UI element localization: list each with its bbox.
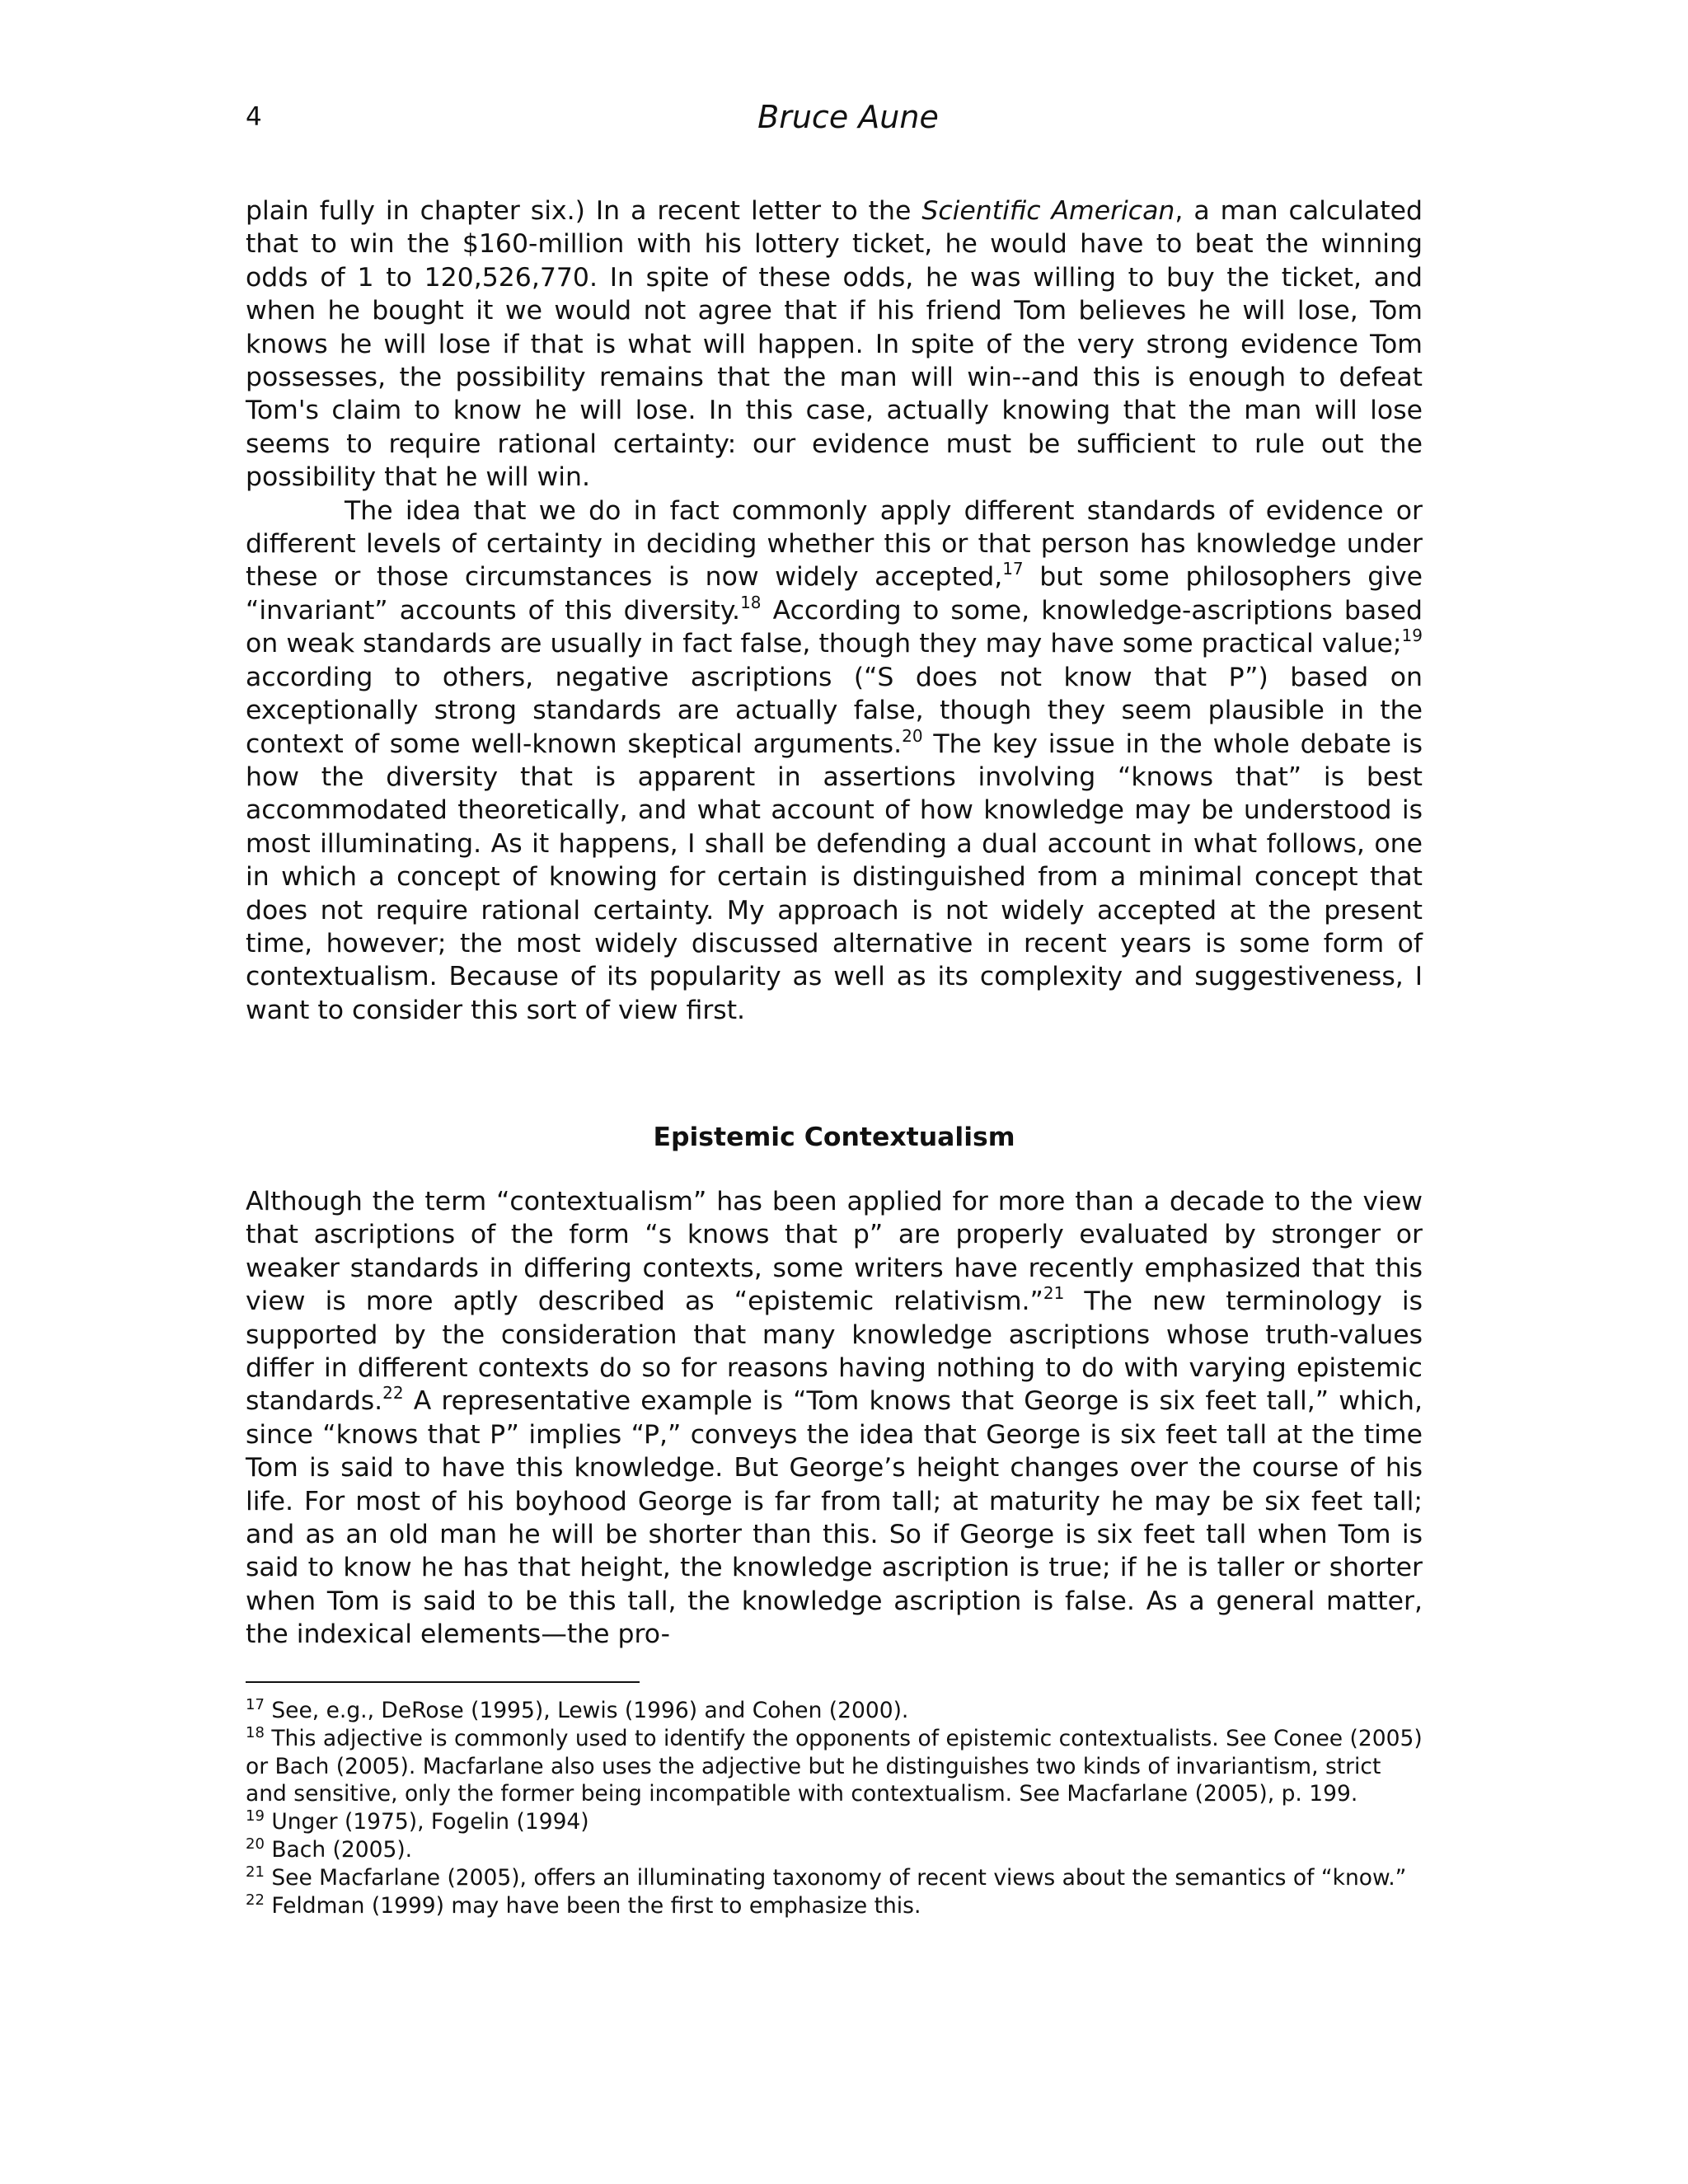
footnote-ref-17: 17 [1002, 559, 1024, 579]
paragraph-text: The key issue in the whole debate is how the diversity that is apparent in assertions involving “knows that” is best accommodated theoretically, and what account of how knowledge may be understood is most illuminating. As it happens, I shall be defending a dual account in what follows, one in which a concept of knowing for certain is distinguished from a minimal concept that does not require rational certainty. My approach is not widely accepted at the present time, however; the most widely discussed alternative in recent years is some form of contextualism. Because of its popularity as well as its complexity and suggestiveness, I want to consider this sort of view first. [246, 729, 1423, 1025]
footnotes [246, 1697, 1423, 1919]
section-heading: Epistemic Contextualism [653, 1122, 1015, 1152]
footnote-text: This adjective is commonly used to identify the opponents of epistemic contextualists. See Conee (2005) or Bach (2005). Macfarlane also uses the adjective but he distinguishes two kinds of invariantism, strict and sensitive, only the former being incompatible with contextualism. See Macfarlane (2005), p. 199. [246, 1725, 1423, 1807]
running-head-author: Bruce Aune [757, 99, 939, 135]
footnote-ref-18: 18 [740, 592, 762, 612]
paragraph-text: The new terminology is supported by the consideration that many knowledge ascriptions whose truth-values differ in different contexts do so for reasons having nothing to do with varying epistemic standards. [246, 1286, 1423, 1417]
footnote-ref-22: 22 [382, 1383, 404, 1404]
footnote-text: Bach (2005). [264, 1836, 413, 1863]
paragraph-text: According to some, knowledge-ascriptions based on weak standards are usually in fact false, though they may have some practical value; [246, 595, 1423, 659]
paragraph-text: but some philosophers give “invariant” accounts of this diversity. [246, 562, 1423, 626]
body-paragraph-1 [246, 194, 1423, 1027]
footnote-ref-21: 21 [1043, 1283, 1065, 1304]
footnote-17 [246, 1697, 1423, 1725]
footnote-ref-20: 20 [902, 725, 923, 746]
body-paragraph-3 [246, 1185, 1423, 1652]
footnote-text: See Macfarlane (2005), offers an illuminating taxonomy of recent views about the semantics of “know.” [264, 1864, 1407, 1891]
page-number: 4 [246, 102, 262, 132]
paragraph-text: The idea that we do in fact commonly apply different standards of evidence or different levels of certainty in deciding whether this or that person has knowledge under these or those circumstances is now widely accepted, [246, 495, 1423, 593]
footnote-number: 18 [246, 1723, 265, 1741]
footnote-number: 19 [246, 1807, 265, 1825]
footnote-18 [246, 1725, 1423, 1808]
footnote-19 [246, 1808, 1423, 1836]
footnote-number: 20 [246, 1835, 265, 1853]
footnote-20 [246, 1836, 1423, 1864]
footnote-22 [246, 1892, 1423, 1920]
paragraph-text: plain fully in chapter six.) In a recent letter to the [246, 196, 922, 226]
paragraph-text: Although the term “contextualism” has been applied for more than a decade to the view that ascriptions of the form “s knows that p” are properly evaluated by stronger or weaker standards in differing contexts, some writers have recently emphasized that this view is more aptly described as “epistemic relativism.” [246, 1187, 1423, 1317]
body-paragraph-2 [246, 494, 1423, 1028]
italic-title: Scientific American [921, 196, 1175, 226]
footnote-text: Unger (1975), Fogelin (1994) [264, 1809, 589, 1835]
paragraph-text: A representative example is “Tom knows that George is six feet tall,” which, since “knows that P” implies “P,” conveys the idea that George is six feet tall at the time Tom is said to have this knowledge. But George’s height changes over the course of his life. For most of his boyhood George is far from tall; at maturity he may be six feet tall; and as an old man he will be shorter than this. So if George is six feet tall when Tom is said to know he has that height, the knowledge ascription is true; if he is taller or shorter when Tom is said to be this tall, the knowledge ascription is false. As a general matter, the indexical elements—the pro- [246, 1386, 1423, 1650]
footnote-number: 22 [246, 1891, 265, 1909]
paragraph-text: , a man calculated that to win the $160-million with his lottery ticket, he would have to beat the winning odds of 1 to 120,526,770. In spite of these odds, he was willing to buy the ticket, and when he bought it we would not agree that if his friend Tom believes he will lose, Tom knows he will lose if that is what will happen. In spite of the very strong evidence Tom possesses, the possibility remains that the man will win--and this is enough to defeat Tom's claim to know he will lose. In this case, actually knowing that the man will lose seems to require rational certainty: our evidence must be sufficient to rule out the possibility that he will win. [246, 196, 1423, 493]
footnote-number: 21 [246, 1863, 265, 1881]
footnote-21 [246, 1864, 1423, 1892]
footnote-ref-19: 19 [1401, 626, 1423, 646]
footnote-text: Feldman (1999) may have been the first to emphasize this. [264, 1892, 921, 1919]
footnote-divider [246, 1681, 640, 1683]
paragraph-text: according to others, negative ascriptions (“S does not know that P”) based on exceptionally strong standards are actually false, though they seem plausible in the context of some well-known skeptical arguments. [246, 662, 1423, 759]
footnote-text: See, e.g., DeRose (1995), Lewis (1996) and Cohen (2000). [264, 1698, 909, 1723]
footnote-number: 17 [246, 1696, 265, 1713]
